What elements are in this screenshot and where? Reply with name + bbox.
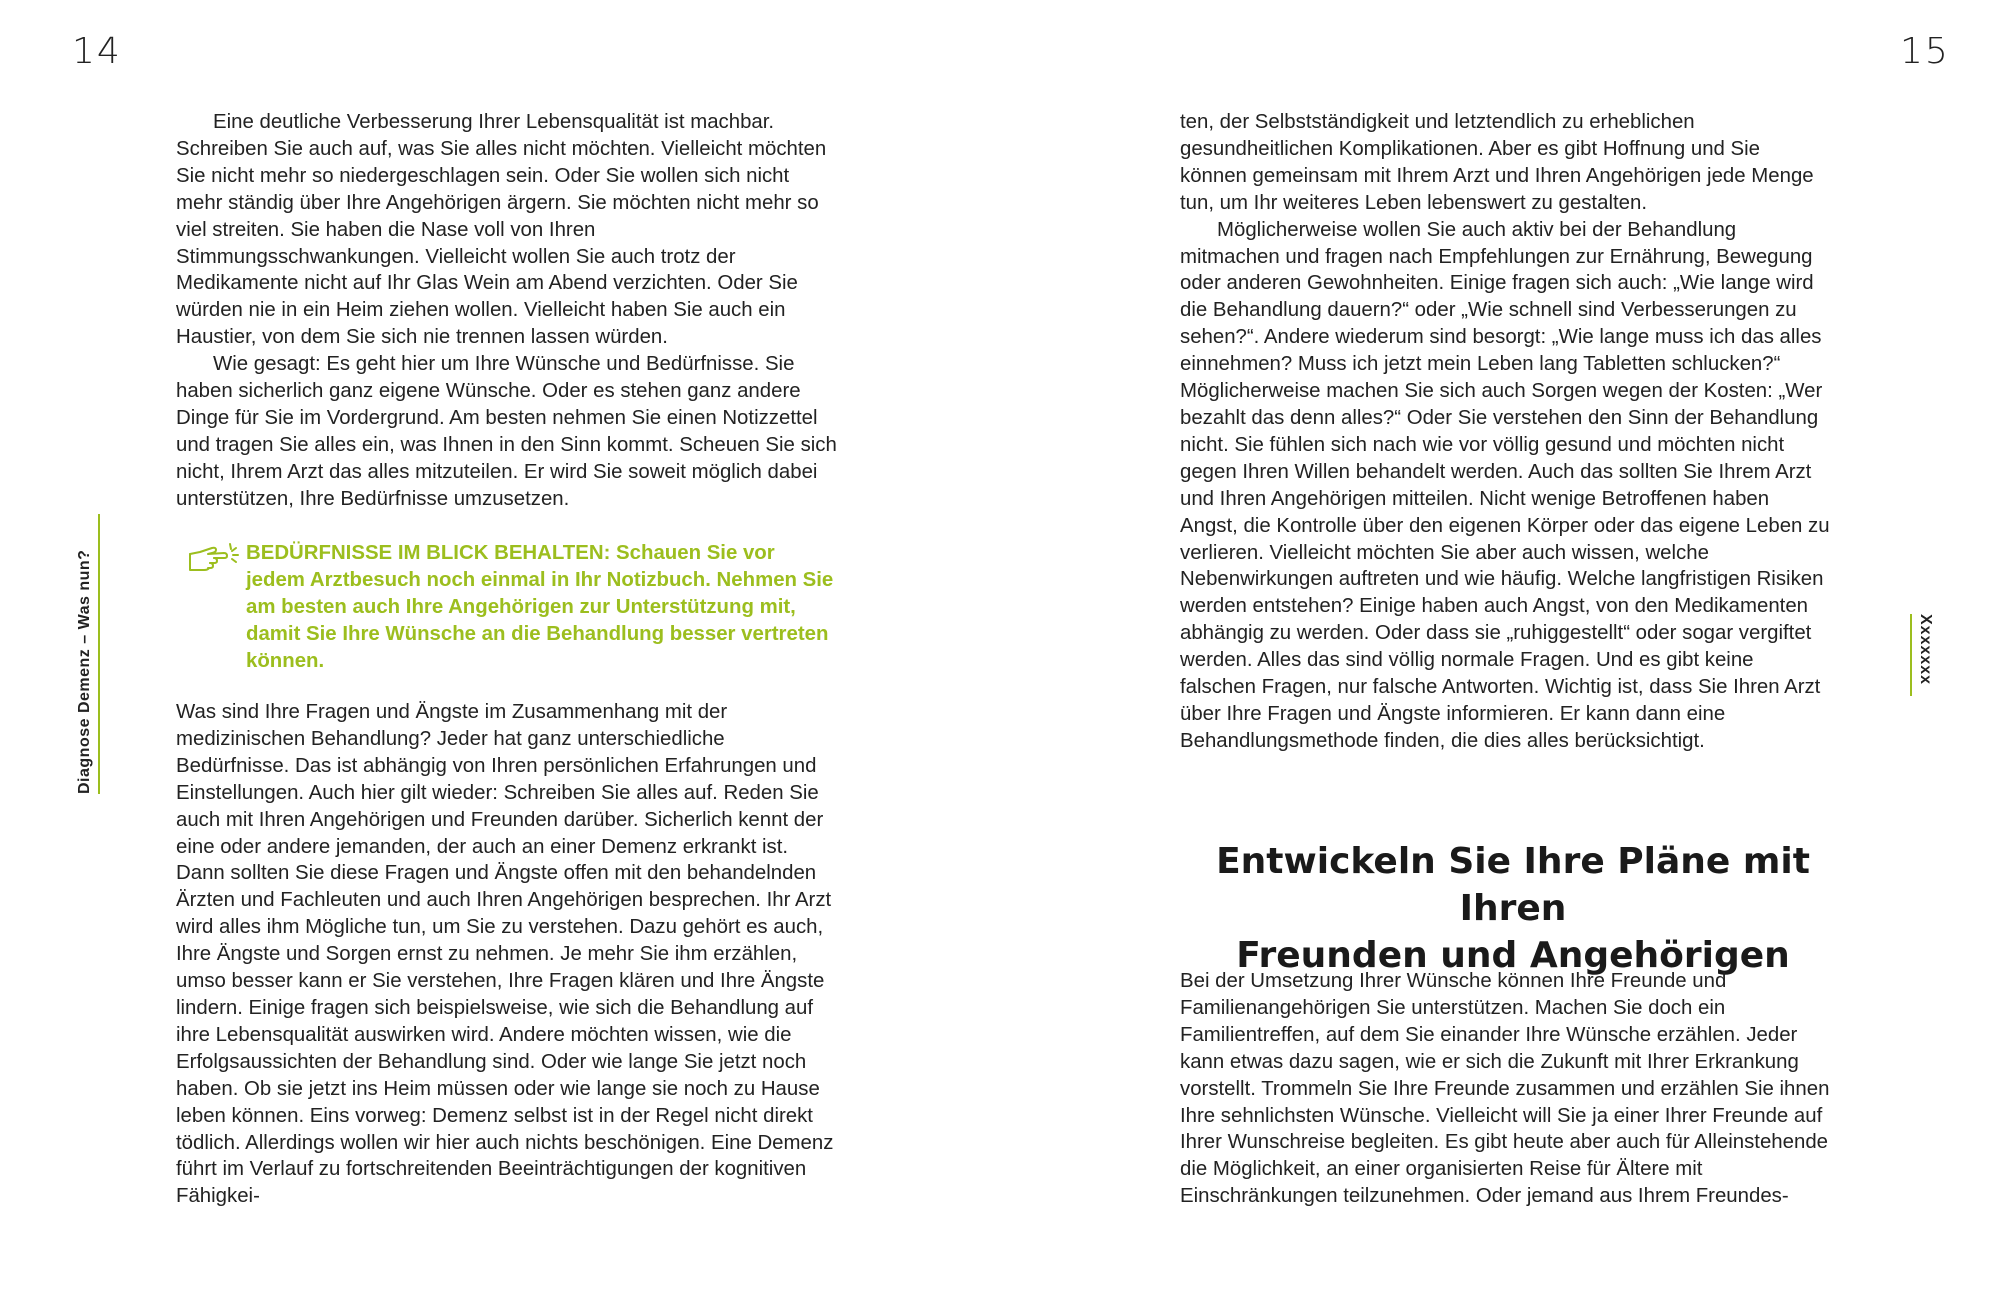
pointing-hand-icon	[186, 540, 242, 576]
paragraph: Bei der Umsetzung Ihrer Wünsche können Ihre Freunde und Familienangehörigen Sie unterstützen. Machen Sie doch ein Familientreffen, auf dem Sie einander Ihre Wünsche erzählen. Jeder kann etwas dazu sagen, wie er sich die Zukunft mit Ihrer Erkrankung vorstellt. Trommeln Sie Ihre Freunde zusammen und erzählen Sie ihnen Ihre sehnlichsten Wünsche. Vielleicht will Sie ja einer Ihrer Freunde auf Ihrer Wunschreise begleiten. Es gibt heute aber auch für Alleinstehende die Möglichkeit, an einer organisierten Reise für Ältere mit Einschränkungen teilzunehmen. Oder jemand aus Ihrem Freundes-	[1180, 970, 1830, 1208]
paragraph: ten, der Selbstständigkeit und letztendlich zu erheblichen gesundheitlichen Komplikationen. Aber es gibt Hoffnung und Sie können gemeinsam mit Ihrem Arzt und Ihren Angehörigen jede Menge tun, um Ihr weiteres Leben lebenswert zu gestalten.	[1180, 111, 1814, 214]
heading-line: Entwickeln Sie Ihre Pläne mit Ihren	[1216, 841, 1810, 929]
section-heading	[1168, 838, 1858, 979]
paragraph: Wie gesagt: Es geht hier um Ihre Wünsche und Bedürfnisse. Sie haben sicherlich ganz eigene Wünsche. Oder es stehen ganz andere Dinge für Sie im Vordergrund. Am besten nehmen Sie einen Notizzettel und tragen Sie alles ein, was Ihnen in den Sinn kommt. Scheuen Sie sich nicht, Ihrem Arzt das alles mitzuteilen. Er wird Sie soweit möglich dabei unterstützen, Ihre Bedürfnisse umzusetzen.	[176, 353, 837, 510]
paragraph: Was sind Ihre Fragen und Ängste im Zusammenhang mit der medizinischen Behandlung? Jeder hat ganz unterschiedliche Bedürfnisse. Das ist abhängig von Ihren persönlichen Erfahrungen und Einstellungen. Auch hier gilt wieder: Schreiben Sie alles auf. Reden Sie auch mit Ihren Angehörigen und Freunden darüber. Sicherlich kennt der eine oder andere jemanden, der auch an einer Demenz erkrankt ist. Dann sollten Sie diese Fragen und Ängste offen mit den behandelnden Ärzten und Fachleuten und auch Ihren Angehörigen besprechen. Ihr Arzt wird alles ihm Mögliche tun, um Sie zu verstehen. Dazu gehört es auch, Ihre Ängste und Sorgen ernst zu nehmen. Je mehr Sie ihm erzählen, umso besser kann er Sie verstehen, Ihre Fragen klären und Ihre Ängste lindern. Einige fragen sich beispielsweise, wie sich die Behandlung auf ihre Lebensqualität auswirken wird. Andere möchten wissen, wie die Erfolgsaussichten der Behandlung sind. Oder wie lange Sie jetzt noch haben. Ob sie jetzt ins Heim müssen oder wie lange sie noch zu Hause leben können. Eins vorweg: Demenz selbst ist in der Regel nicht direkt tödlich. Allerdings wollen wir hier auch nichts beschönigen. Eine Demenz führt im Verlauf zu fortschreitenden Beeinträchtigungen der kognitiven Fähigkei-	[176, 701, 834, 1208]
left-column-bottom	[176, 699, 838, 1210]
running-header-right: Xxxxxxx	[1910, 614, 1934, 696]
heading-line: Freunden und Angehörigen	[1236, 935, 1790, 976]
running-header-left: Diagnose Demenz – Was nun?	[76, 514, 100, 794]
paragraph: Möglicherweise wollen Sie auch aktiv bei der Behandlung mitmachen und fragen nach Empfehlungen zur Ernährung, Bewegung oder anderen Gewohnheiten. Einige fragen sich auch: „Wie lange wird die Behandlung dauern?“ oder „Wie schnell sind Verbesserungen zu sehen?“. Andere wiederum sind besorgt: „Wie lange muss ich das alles einnehmen? Muss ich jetzt mein Leben lang Tabletten schlucken?“ Möglicherweise machen Sie sich auch Sorgen wegen der Kosten: „Wer bezahlt das denn alles?“ Oder Sie verstehen den Sinn der Behandlung nicht. Sie fühlen sich nach wie vor völlig gesund und möchten nicht gegen Ihren Willen behandelt werden. Auch das sollten Sie Ihrem Arzt und Ihren Angehörigen mitteilen. Nicht wenige Betroffenen haben Angst, die Kontrolle über den eigenen Körper oder das eigene Leben zu verlieren. Vielleicht möchten Sie aber auch wissen, welche Nebenwirkungen auftreten und wie häufig. Welche langfristigen Risiken werden entstehen? Einige haben auch Angst, von den Medikamenten abhängig zu werden. Oder dass sie „ruhiggestellt“ oder sogar vergiftet werden. Alles das sind völlig normale Fragen. Und es gibt keine falschen Fragen, nur falsche Antworten. Wichtig ist, dass Sie Ihren Arzt über Ihre Fragen und Ängste informieren. Er kann dann eine Behandlungsmethode finden, die dies alles berücksichtigt.	[1180, 218, 1830, 752]
right-column-top	[1180, 109, 1830, 755]
tip-box	[186, 540, 838, 675]
right-column-bottom	[1180, 968, 1830, 1210]
paragraph: Eine deutliche Verbesserung Ihrer Lebensqualität ist machbar. Schreiben Sie auch auf, was Sie alles nicht möchten. Vielleicht möchten Sie nicht mehr so niedergeschlagen sein. Oder Sie wollen sich nicht mehr ständig über Ihre Angehörigen ärgern. Sie möchten nicht mehr so viel streiten. Sie haben die Nase voll von Ihren Stimmungsschwankungen. Vielleicht wollen Sie auch trotz der Medikamente nicht auf Ihr Glas Wein am Abend verzichten. Oder Sie würden nie in ein Heim ziehen wollen. Vielleicht haben Sie auch ein Haustier, von dem Sie sich nie trennen lassen würden.	[176, 111, 827, 349]
page-number-right: 15	[1900, 31, 1950, 72]
tip-text: BEDÜRFNISSE IM BLICK BEHALTEN: Schauen Sie vor jedem Arztbesuch noch einmal in Ihr Notizbuch. Nehmen Sie am besten auch Ihre Angehörigen zur Unterstützung mit, damit Sie Ihre Wünsche an die Behandlung besser vertreten können.	[246, 542, 834, 672]
page-number-left: 14	[72, 31, 122, 72]
left-column-top	[176, 109, 838, 513]
